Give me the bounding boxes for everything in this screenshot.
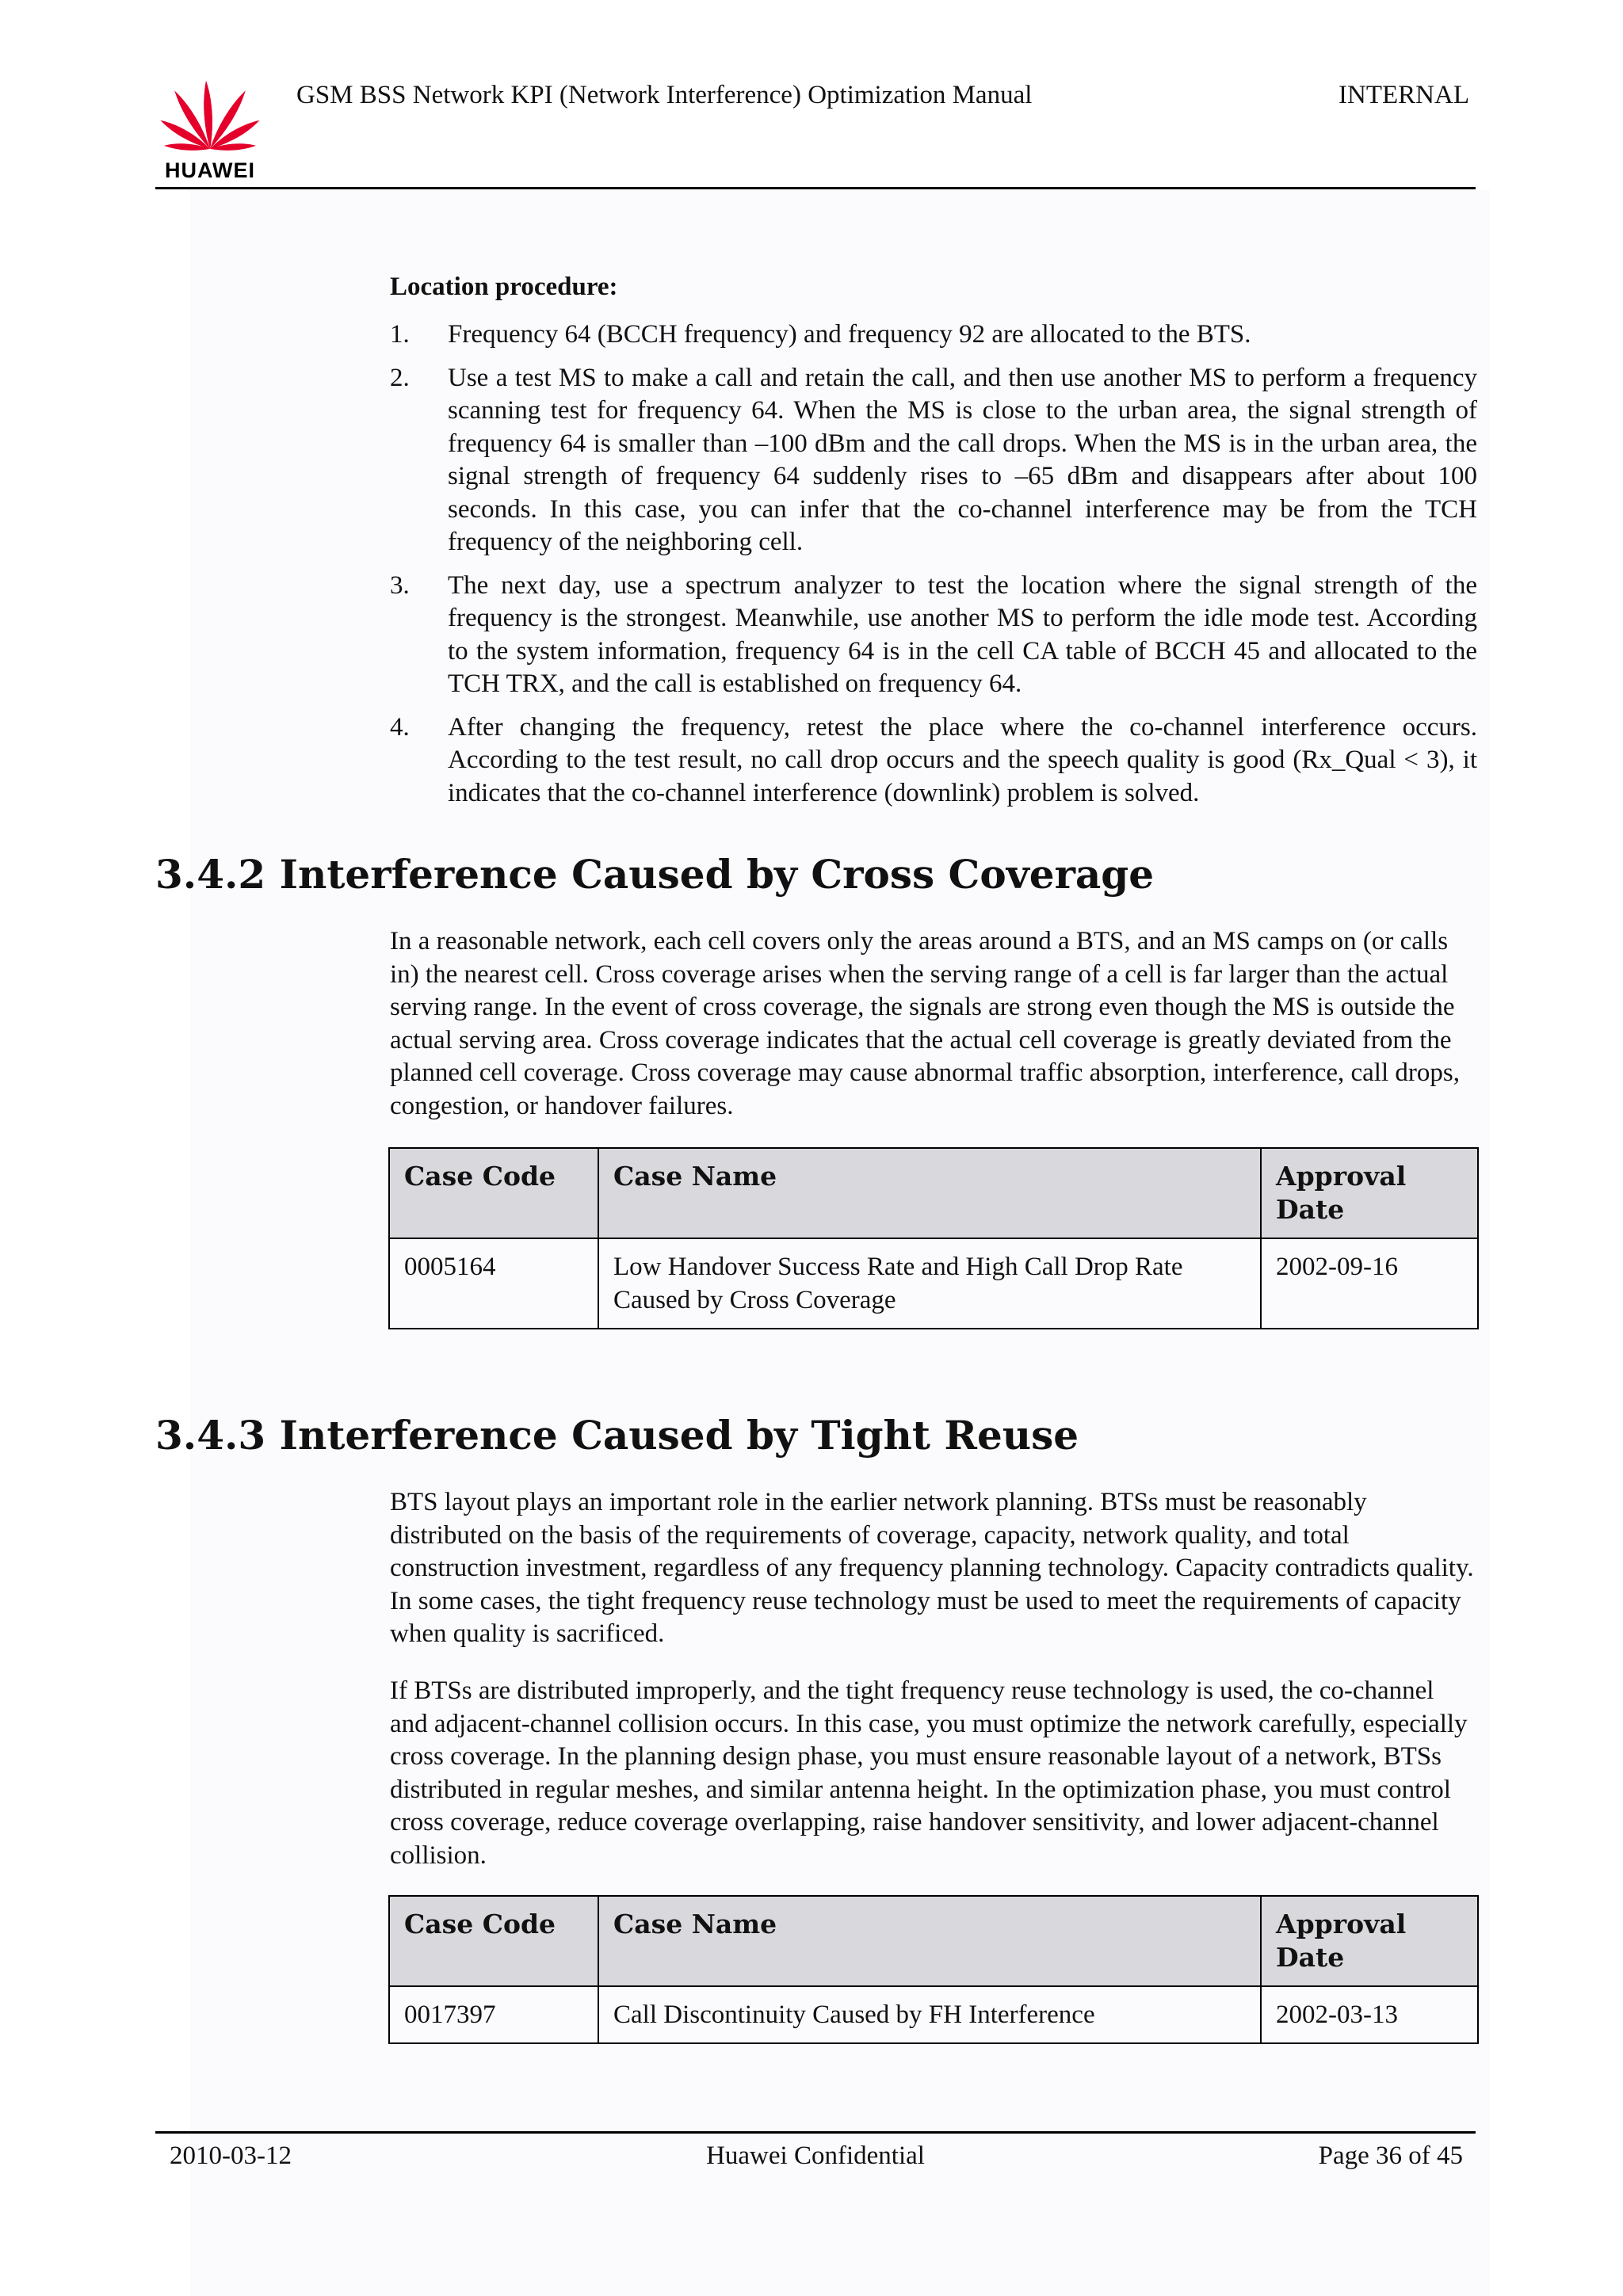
step-number: 4. bbox=[390, 712, 410, 742]
footer-confidentiality: Huawei Confidential bbox=[706, 2142, 925, 2170]
step-text: Frequency 64 (BCCH frequency) and frequency 92 are allocated to the BTS. bbox=[448, 320, 1251, 349]
procedure-step bbox=[390, 318, 1477, 352]
procedure-steps bbox=[390, 318, 1477, 810]
table-header-row bbox=[389, 1896, 1478, 1986]
step-text: After changing the frequency, retest the place where the co-channel interference occurs. According to the test result, no call drop occurs and the speech quality is good (Rx_Qual < 3), it indicates that the co-channel interference (downlink) problem is solved. bbox=[448, 712, 1477, 807]
procedure-title: Location procedure: bbox=[390, 273, 618, 301]
step-number: 3. bbox=[390, 570, 410, 600]
step-number: 2. bbox=[390, 363, 410, 392]
procedure-step bbox=[390, 570, 1477, 701]
case-code-cell: 0005164 bbox=[389, 1238, 598, 1329]
footer-page-number: Page 36 of 45 bbox=[1318, 2142, 1463, 2170]
step-number: 1. bbox=[390, 320, 410, 349]
classification-label: INTERNAL bbox=[1338, 81, 1469, 109]
section-heading-3-4-2: 3.4.2 Interference Caused by Cross Coverage bbox=[155, 851, 1155, 898]
page-header bbox=[155, 76, 1476, 189]
case-name-cell: Low Handover Success Rate and High Call Drop Rate Caused by Cross Coverage bbox=[598, 1238, 1261, 1329]
table-row bbox=[389, 1238, 1478, 1329]
approval-date-cell: 2002-09-16 bbox=[1261, 1238, 1478, 1329]
huawei-petals-icon bbox=[155, 76, 265, 158]
case-table-tight-reuse bbox=[388, 1895, 1479, 2044]
section-3-4-3-paragraph-2: If BTSs are distributed improperly, and the tight frequency reuse technology is used, the co-channel and adjacent-channel collision occurs. In this case, you must optimize the network carefully, especially cross coverage. In the planning design phase, you must ensure reasonable layout of a network, BTSs distributed in regular meshes, and similar antenna height. In the optimization phase, you must control cross coverage, reduce coverage overlapping, raise handover sensitivity, and lower adjacent-channel collision. bbox=[390, 1676, 1468, 1870]
table-header-row bbox=[389, 1148, 1478, 1238]
case-table-cross-coverage bbox=[388, 1147, 1479, 1329]
step-text: Use a test MS to make a call and retain the call, and then use another MS to perform a frequency scanning test for frequency 64. When the MS is close to the urban area, the signal strength of frequency 64 is smaller than –100 dBm and the call drops. When the MS is in the urban area, the signal strength of frequency 64 suddenly rises to –65 dBm and disappears after about 100 seconds. In this case, you can infer that the co-channel interference may be from the TCH frequency of the neighboring cell. bbox=[448, 363, 1477, 556]
column-header-case-name: Case Name bbox=[598, 1896, 1261, 1986]
section-3-4-3-paragraph-1: BTS layout plays an important role in the earlier network planning. BTSs must be reasonably distributed on the basis of the requirements of coverage, capacity, network quality, and total construction investment, regardless of any frequency planning technology. Capacity contradicts quality. In some cases, the tight frequency reuse technology must be used to meet the requirements of capacity when quality is sacrificed. bbox=[390, 1488, 1474, 1648]
column-header-case-code: Case Code bbox=[389, 1896, 598, 1986]
logo-wordmark: HUAWEI bbox=[165, 158, 255, 182]
document-title: GSM BSS Network KPI (Network Interference) Optimization Manual bbox=[296, 81, 1033, 109]
footer-date: 2010-03-12 bbox=[170, 2142, 292, 2170]
huawei-logo bbox=[155, 76, 265, 182]
location-procedure bbox=[390, 269, 1477, 820]
column-header-approval-date: Approval Date bbox=[1261, 1896, 1478, 1986]
approval-date-cell: 2002-03-13 bbox=[1261, 1986, 1478, 2043]
case-code-cell: 0017397 bbox=[389, 1986, 598, 2043]
column-header-case-code: Case Code bbox=[389, 1148, 598, 1238]
procedure-step bbox=[390, 711, 1477, 810]
step-text: The next day, use a spectrum analyzer to test the location where the signal strength of the frequency is the strongest. Meanwhile, use another MS to perform the idle mode test. According to the system information, frequency 64 is in the cell CA table of BCCH 45 and allocated to the TCH TRX, and the call is established on frequency 64. bbox=[448, 570, 1477, 698]
procedure-step bbox=[390, 362, 1477, 559]
page-footer bbox=[155, 2131, 1476, 2181]
section-heading-3-4-3: 3.4.3 Interference Caused by Tight Reuse bbox=[155, 1412, 1079, 1459]
column-header-case-name: Case Name bbox=[598, 1148, 1261, 1238]
table-row bbox=[389, 1986, 1478, 2043]
case-name-cell: Call Discontinuity Caused by FH Interference bbox=[598, 1986, 1261, 2043]
section-3-4-2-paragraph: In a reasonable network, each cell covers only the areas around a BTS, and an MS camps on (or calls in) the nearest cell. Cross coverage arises when the serving range of a cell is far larger than the actual serving range. In the event of cross coverage, the signals are strong even though the MS is outside the actual serving area. Cross coverage indicates that the actual cell coverage is greatly deviated from the planned cell coverage. Cross coverage may cause abnormal traffic absorption, interference, call drops, congestion, or handover failures. bbox=[390, 927, 1460, 1120]
column-header-approval-date: Approval Date bbox=[1261, 1148, 1478, 1238]
